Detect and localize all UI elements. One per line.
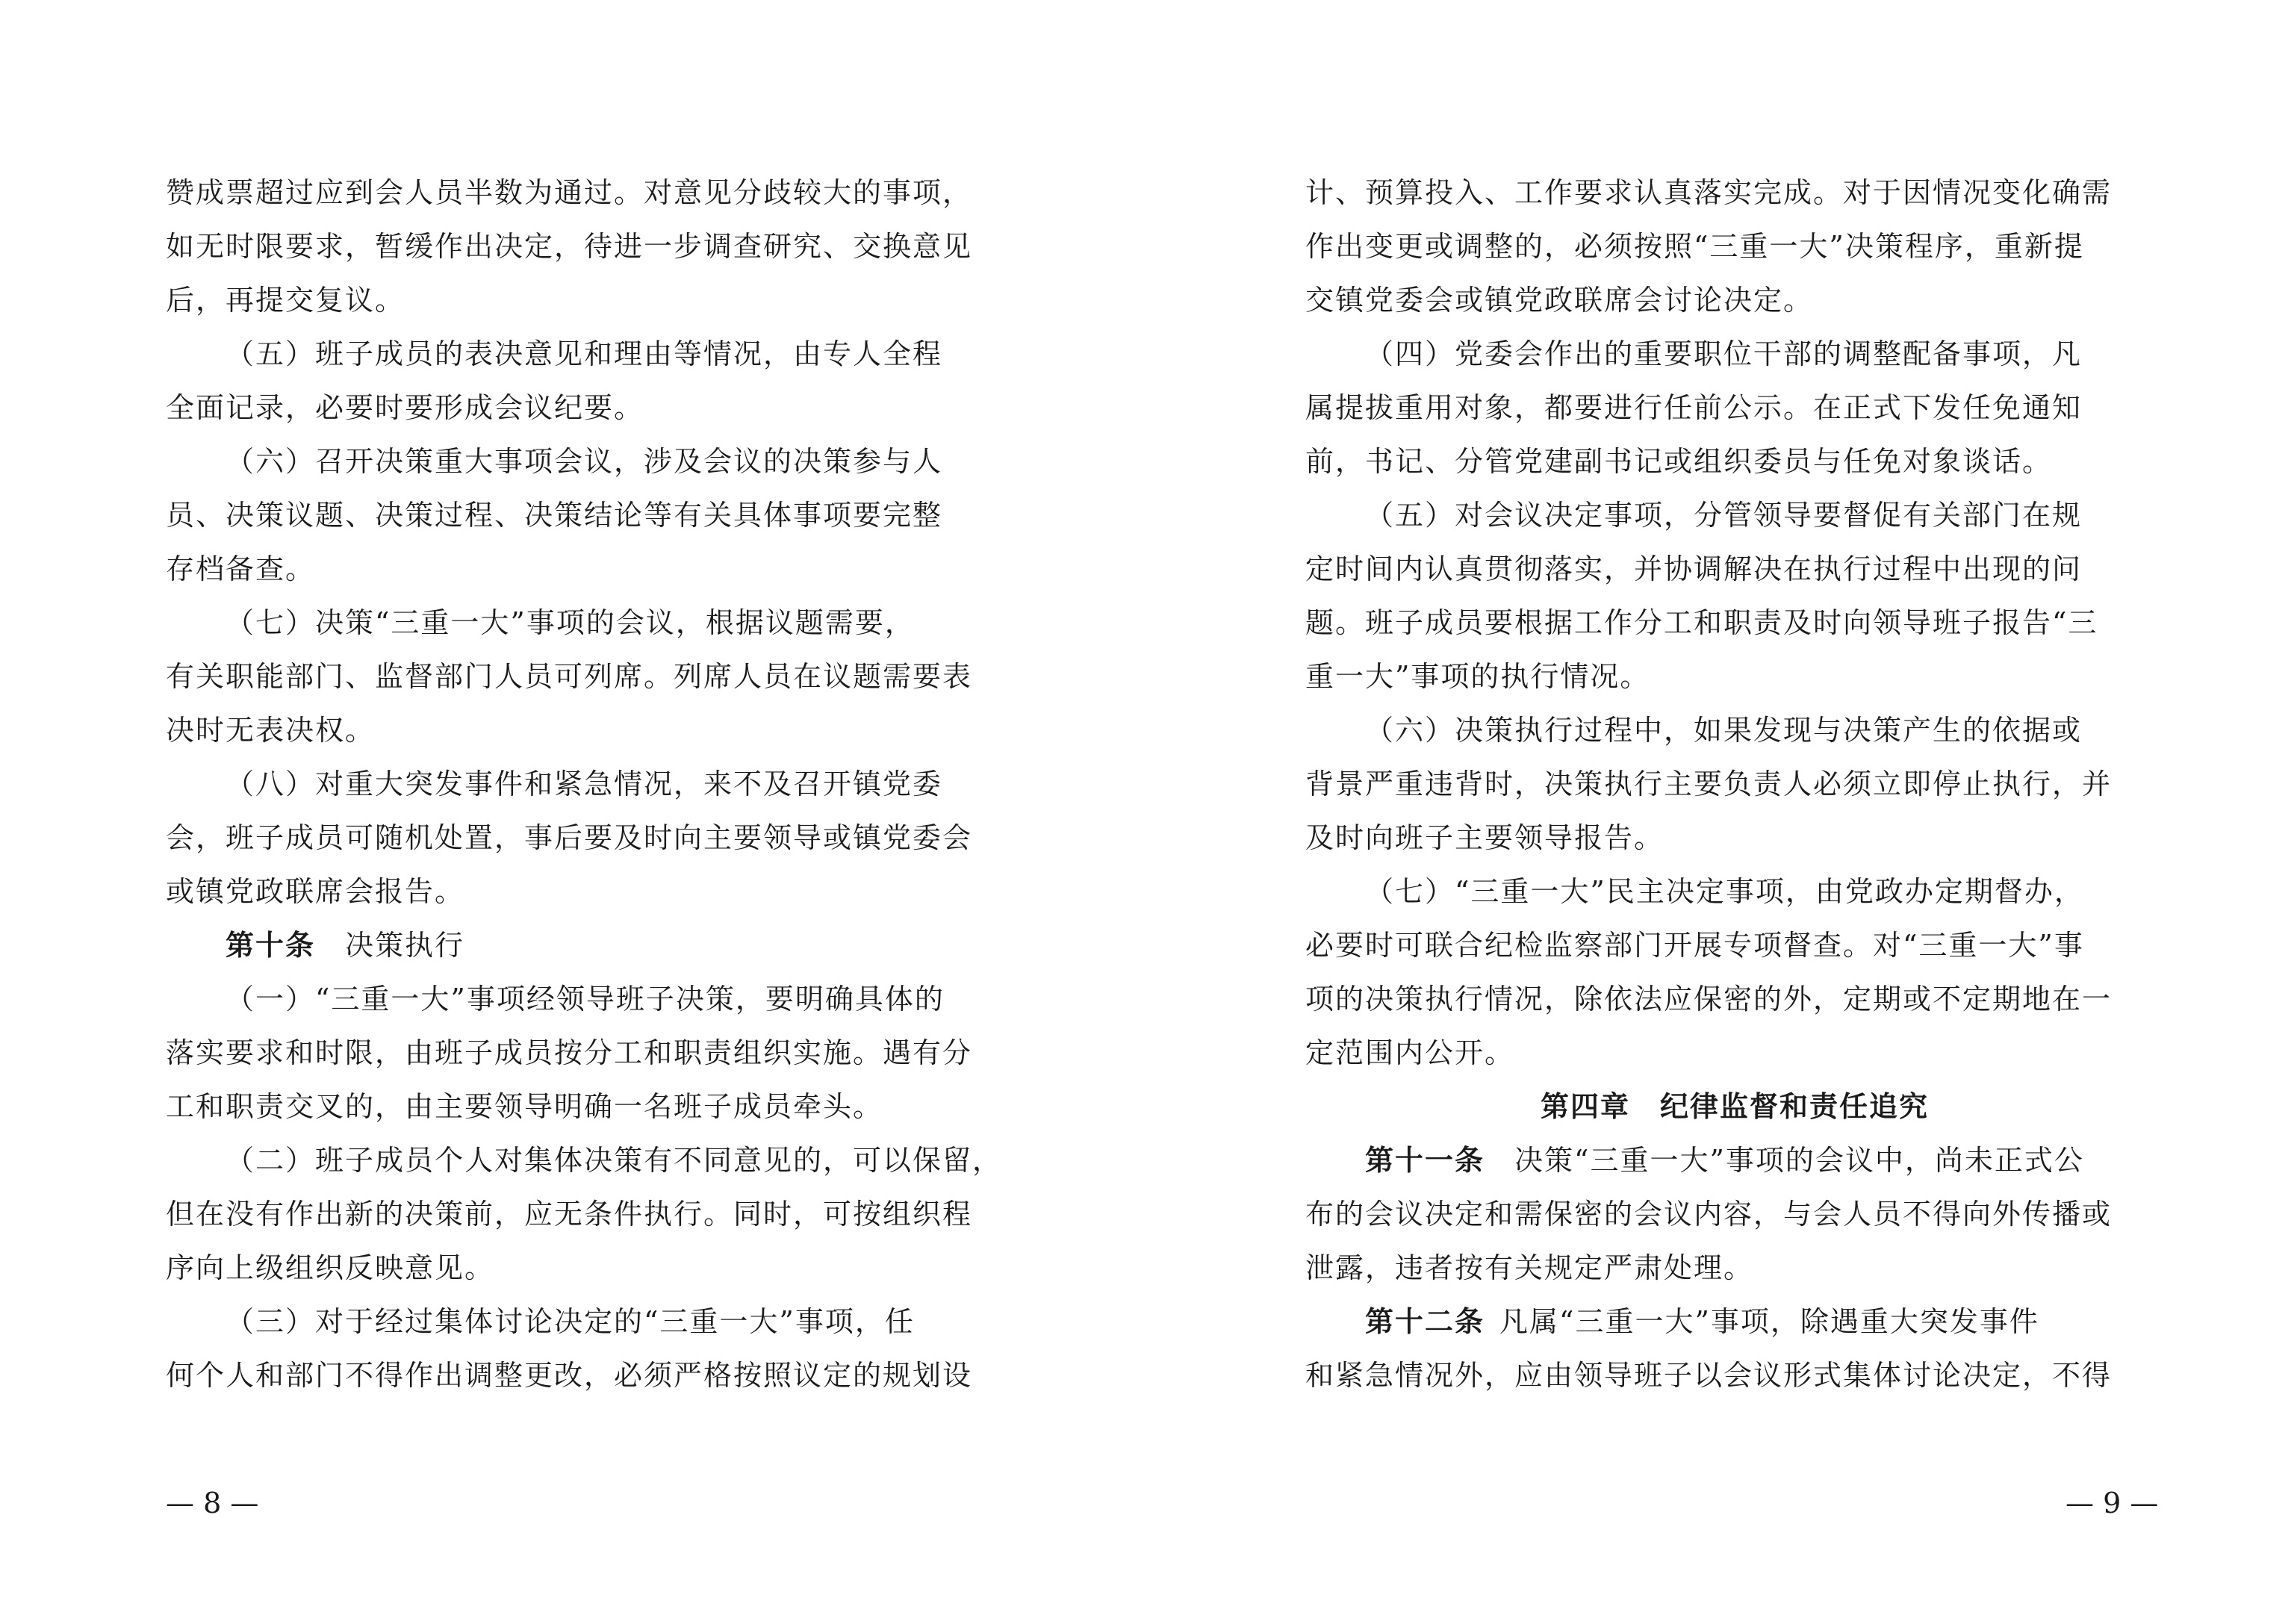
text-line: 全面记录，必要时要形成会议纪要。 (166, 391, 644, 424)
article-number: 第十一条 (1365, 1143, 1485, 1177)
text-line: 布的会议决定和需保密的会议内容，与会人员不得向外传播或 (1305, 1198, 2113, 1231)
text-line: （六）召开决策重大事项会议，涉及会议的决策参与人 (226, 445, 943, 478)
text-line: 定范围内公开。 (1305, 1036, 1515, 1069)
text-line: （七）决策“三重一大”事项的会议，根据议题需要， (226, 606, 915, 639)
text-line: 后，再提交复议。 (166, 284, 405, 317)
article-heading-10 (166, 918, 1025, 972)
text-line: 落实要求和时限，由班子成员按分工和职责组织实施。遇有分 (166, 1036, 973, 1069)
text-line: （八）对重大突发事件和紧急情况，来不及召开镇党委 (226, 768, 943, 800)
text-line: 有关职能部门、监督部门人员可列席。列席人员在议题需要表 (166, 660, 973, 693)
text-line: 赞成票超过应到会人员半数为通过。对意见分歧较大的事项， (166, 176, 973, 209)
article-number: 第十条 (226, 928, 316, 962)
text-line: 项的决策执行情况，除依法应保密的外，定期或不定期地在一 (1305, 983, 2113, 1015)
text-line: 和紧急情况外，应由领导班子以会议形式集体讨论决定，不得 (1305, 1359, 2113, 1392)
text-line: （四）党委会作出的重要职位干部的调整配备事项，凡 (1365, 337, 2083, 370)
text-line: 或镇党政联席会报告。 (166, 875, 465, 908)
article-text: 凡属“三重一大”事项，除遇重大突发事件 (1499, 1305, 2039, 1338)
text-line: 何个人和部门不得作出调整更改，必须严格按照议定的规划设 (166, 1359, 973, 1392)
chapter-heading: 第四章 纪律监督和责任追究 (1540, 1089, 1929, 1123)
text-line: 工和职责交叉的，由主要领导明确一名班子成员牵头。 (166, 1090, 883, 1123)
text-line: 泄露，违者按有关规定严肃处理。 (1305, 1251, 1754, 1284)
text-line: 但在没有作出新的决策前，应无条件执行。同时，可按组织程 (166, 1198, 973, 1231)
right-page (1147, 0, 2294, 1624)
text-line: 及时向班子主要领导报告。 (1305, 821, 1664, 854)
page-number: — 9 — (2065, 1487, 2159, 1519)
text-line: （六）决策执行过程中，如果发现与决策产生的依据或 (1365, 714, 2083, 747)
article-11-first-line (1305, 1133, 2164, 1187)
text-line: 计、预算投入、工作要求认真落实完成。对于因情况变化确需 (1305, 176, 2113, 209)
text-line: （五）对会议决定事项，分管领导要督促有关部门在规 (1365, 499, 2083, 532)
article-12-first-line (1305, 1295, 2164, 1348)
article-text: 决策“三重一大”事项的会议中，尚未正式公 (1514, 1144, 2084, 1177)
text-line: （二）班子成员个人对集体决策有不同意见的，可以保留， (226, 1144, 1003, 1177)
text-line: （三）对于经过集体讨论决定的“三重一大”事项，任 (226, 1305, 915, 1338)
text-line: 序向上级组织反映意见。 (166, 1251, 495, 1284)
article-title: 决策执行 (345, 929, 465, 962)
text-line: 会，班子成员可随机处置，事后要及时向主要领导或镇党委会 (166, 821, 973, 854)
text-line: 存档备查。 (166, 553, 316, 585)
text-line: （七）“三重一大”民主决定事项，由党政办定期督办， (1365, 875, 2084, 908)
text-line: 作出变更或调整的，必须按照“三重一大”决策程序，重新提 (1305, 230, 2084, 263)
right-page-body (1305, 166, 2164, 1402)
text-line: 决时无表决权。 (166, 714, 376, 747)
text-line: 交镇党委会或镇党政联席会讨论决定。 (1305, 284, 1814, 317)
text-line: 必要时可联合纪检监察部门开展专项督查。对“三重一大”事 (1305, 929, 2084, 962)
article-number: 第十二条 (1365, 1304, 1485, 1338)
left-page-body (166, 166, 1025, 1402)
page-number: — 8 — (166, 1487, 259, 1519)
text-line: 题。班子成员要根据工作分工和职责及时向领导班子报告“三 (1305, 606, 2098, 639)
text-line: 定时间内认真贯彻落实，并协调解决在执行过程中出现的问 (1305, 553, 2083, 585)
text-line: （五）班子成员的表决意见和理由等情况，由专人全程 (226, 337, 943, 370)
text-line: 背景严重违背时，决策执行主要负责人必须立即停止执行，并 (1305, 768, 2113, 800)
text-line: 如无时限要求，暂缓作出决定，待进一步调查研究、交换意见 (166, 230, 973, 263)
text-line: 前，书记、分管党建副书记或组织委员与任免对象谈话。 (1305, 445, 2053, 478)
text-line: 属提拔重用对象，都要进行任前公示。在正式下发任免通知 (1305, 391, 2083, 424)
text-line: 员、决策议题、决策过程、决策结论等有关具体事项要完整 (166, 499, 943, 532)
text-line: （一）“三重一大”事项经领导班子决策，要明确具体的 (226, 983, 945, 1015)
text-line: 重一大”事项的执行情况。 (1305, 660, 1650, 693)
